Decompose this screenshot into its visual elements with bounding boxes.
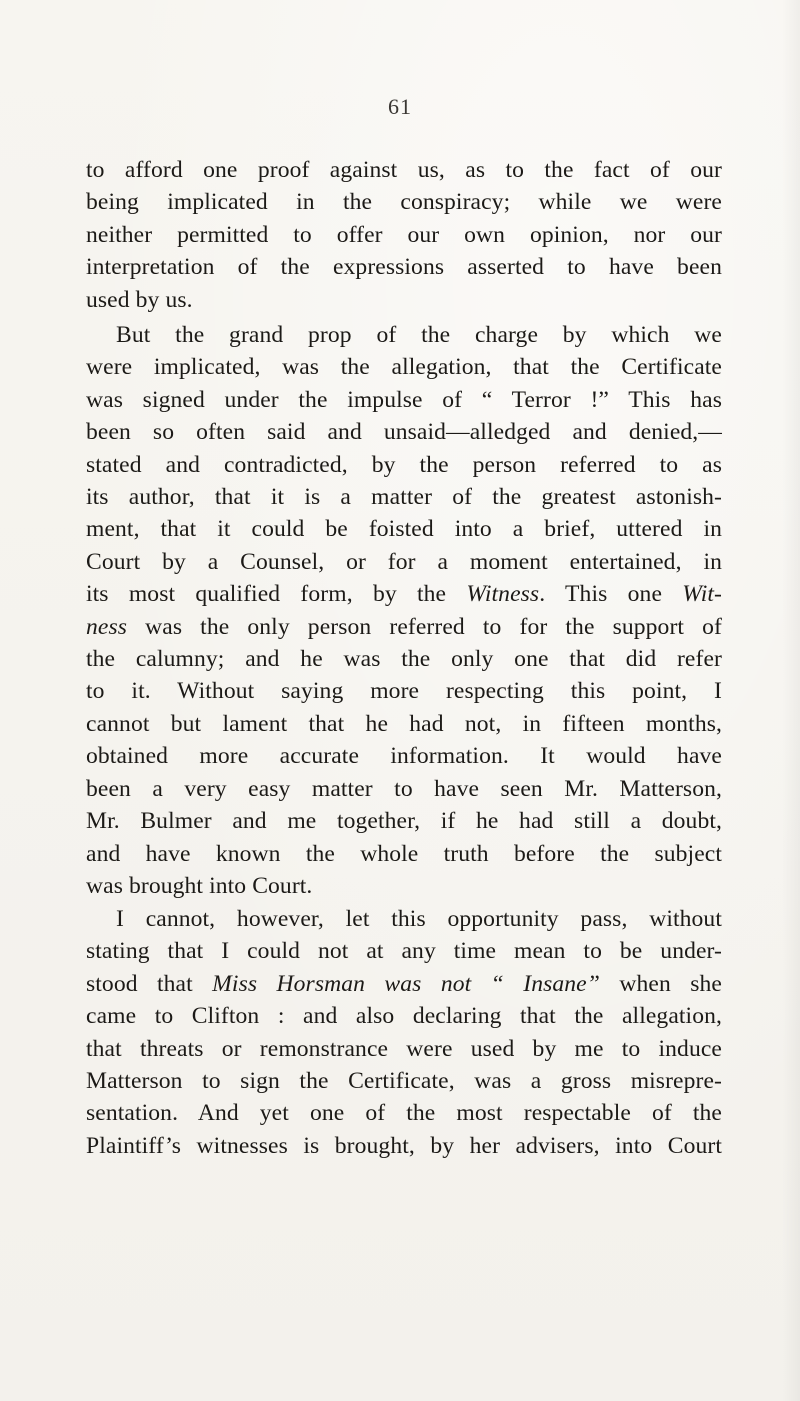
text-line: were implicated, was the allegation, that the Certificate (86, 354, 722, 381)
text-run: was the only person referred to for the support of (127, 613, 722, 640)
text-line: Matterson to sign the Certificate, was a gross misrepre- (86, 1068, 722, 1095)
page-number: 61 (388, 94, 412, 119)
text-run: its most qualified form, by the (86, 581, 467, 608)
text-run: . This one (539, 581, 683, 608)
text-line-mixed (86, 611, 722, 643)
text-line: cannot but lament that he had not, in fifteen months, (86, 710, 722, 737)
page-edge-shadow (782, 0, 800, 1401)
text-run: stood that (86, 970, 213, 997)
text-line: stating that I could not at any time mean to be under- (86, 938, 722, 965)
italic-run: ness (86, 613, 128, 640)
text-line: been so often said and unsaid—alledged and denied,— (86, 419, 722, 446)
text-line: being implicated in the conspiracy; while we were (86, 189, 722, 216)
text-line: I cannot, however, let this opportunity pass, without (116, 906, 722, 932)
italic-run: Witness (466, 581, 540, 608)
text-line: used by us. (86, 286, 193, 313)
text-line: neither permitted to offer our own opinion, nor our (86, 221, 722, 248)
text-line: Court by a Counsel, or for a moment entertained, in (86, 548, 722, 575)
text-line: Mr. Bulmer and me together, if he had still a doubt, (86, 808, 722, 835)
paragraph-1 (86, 154, 722, 316)
text-line: and have known the whole truth before the subject (86, 840, 722, 867)
text-line: its author, that it is a matter of the greatest astonish- (86, 484, 722, 511)
text-run: when she (599, 970, 722, 997)
italic-run: Miss Horsman was not “ Insane” (212, 970, 600, 997)
text-line: ment, that it could be foisted into a brief, uttered in (86, 516, 722, 543)
text-line-mixed (86, 578, 722, 610)
paragraph-3 (86, 903, 722, 1162)
text-line: interpretation of the expressions asserted to have been (86, 254, 722, 281)
text-line: that threats or remonstrance were used by me to induce (86, 1035, 722, 1062)
text-line: came to Clifton : and also declaring that the allegation, (86, 1003, 722, 1030)
text-line: obtained more accurate information. It would have (86, 743, 722, 770)
text-line: Plaintiff’s witnesses is brought, by her advisers, into Court (86, 1132, 722, 1159)
text-line-mixed (86, 968, 722, 1000)
text-line: the calumny; and he was the only one that did refer (86, 646, 722, 673)
text-line: sentation. And yet one of the most respectable of the (86, 1100, 722, 1127)
text-line: But the grand prop of the charge by which we (116, 322, 722, 348)
text-line: to it. Without saying more respecting this point, I (86, 678, 722, 705)
text-line: stated and contradicted, by the person referred to as (86, 451, 722, 478)
italic-run: Wit- (682, 581, 722, 608)
text-line: was brought into Court. (86, 872, 313, 899)
paragraph-2 (86, 319, 722, 902)
text-line: was signed under the impulse of “ Terror !” This has (86, 386, 722, 413)
text-line: been a very easy matter to have seen Mr. Matterson, (86, 775, 722, 802)
text-line: to afford one proof against us, as to the fact of our (86, 157, 722, 183)
